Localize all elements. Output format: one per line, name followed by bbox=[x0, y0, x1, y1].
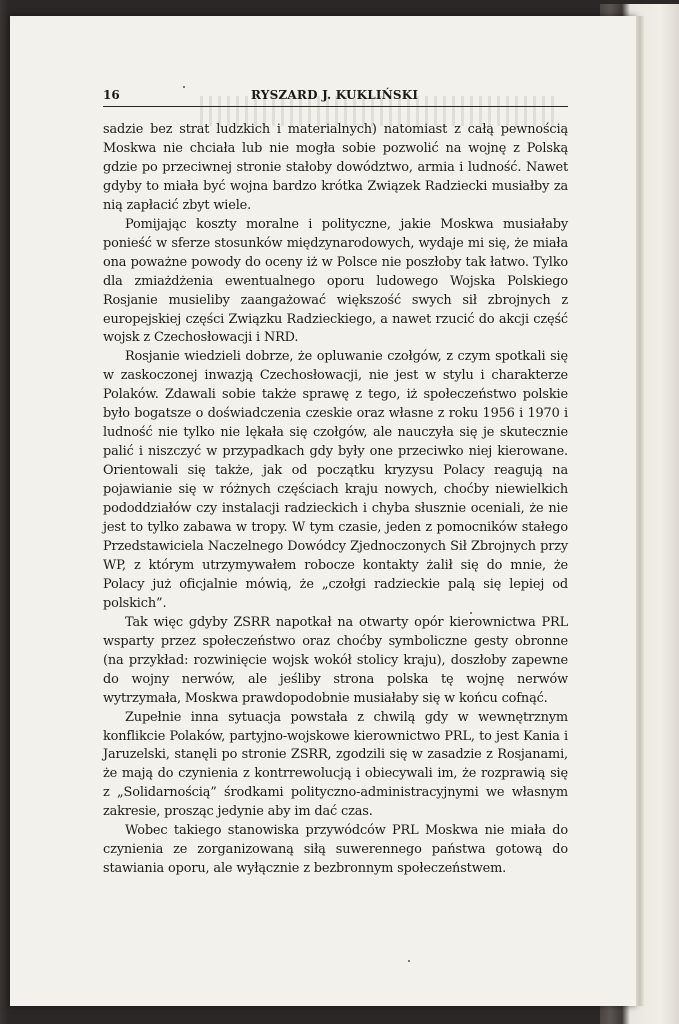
running-head: RYSZARD J. KUKLIŃSKI bbox=[251, 88, 419, 102]
page-number: 16 bbox=[103, 88, 120, 102]
paragraph: Pomijając koszty moralne i polityczne, jakie Moskwa musiałaby ponieść w sferze stosunków międzynarodowych, wydaje mi się, że miała ona poważne powody do oceny iż w Polsce nie poszłoby tak łatwo. Tylko dla zmiażdżenia ewentualnego oporu ludowego Wojska Polskiego Rosjanie musieliby zaangażować większość swych sił zbrojnych z europejskiej części Związku Radzieckiego, a nawet rzucić do akcji część wojsk z Czechosłowacji i NRD. bbox=[103, 216, 568, 346]
paragraph: Zupełnie inna sytuacja powstała z chwilą gdy w wewnętrznym konflikcie Polaków, partyjno-wojskowe kierownictwo PRL, to jest Kania i Jaruzelski, stanęli po stronie ZSRR, zgodzili się w zasadzie z Rosjanami, że mają do czynienia z kontrrewolucją i obiecywali im, że rozprawią się z „Solidarnością” środkami polityczno-administracyjnymi we własnym zakresie, prosząc jedynie aby im dać czas. bbox=[103, 709, 568, 820]
body-text bbox=[103, 121, 568, 879]
paper-speck bbox=[408, 960, 410, 962]
page-header bbox=[103, 86, 568, 108]
paragraph: Tak więc gdyby ZSRR napotkał na otwarty opór kierownictwa PRL wsparty przez społeczeństwo oraz choćby symboliczne gesty obronne (na przykład: rozwinięcie wojsk wokół stolicy kraju), doszłoby zapewne do wojny nerwów, ale jeśliby strona polska tę wojnę nerwów wytrzymała, Moskwa prawdopodobnie musiałaby się w końcu cofnąć. bbox=[103, 614, 568, 706]
paper-speck bbox=[470, 612, 472, 614]
header-rule bbox=[103, 106, 568, 107]
page-edge bbox=[636, 16, 644, 1006]
paper-speck bbox=[183, 86, 185, 88]
paragraph: Rosjanie wiedzieli dobrze, że opluwanie czołgów, z czym spotkali się w zaskoczonej inwazją Czechosłowacji, nie jest w stylu i charakterze Polaków. Zdawali sobie także sprawę z tego, iż społeczeństwo polskie było bogatsze o doświadczenia czeskie oraz własne z roku 1956 i 1970 i ludność nie tylko nie lękała się czołgów, ale nauczyła się je skutecznie palić i niszczyć w przypadkach gdy były one przeciwko niej kierowane. Orientowali się także, jak od początku kryzysu Polacy reagują na pojawianie się w różnych częściach kraju nowych, choćby niewielkich pododdziałów czy instalacji radzieckich i chyba słusznie oceniali, że nie jest to tylko zabawa w tropy. W tym czasie, jeden z pomocników stałego Przedstawiciela Naczelnego Dowódcy Zjednoczonych Sił Zbrojnych przy WP, z którym utrzymywałem robocze kontakty żalił się do mnie, że Polacy już oficjalnie mówią, że „czołgi radzieckie palą się lepiej od polskich”. bbox=[103, 349, 568, 611]
paragraph: sadzie bez strat ludzkich i materialnych) natomiast z całą pewnością Moskwa nie chciała lub nie mogła sobie pozwolić na wojnę z Polską gdzie po przeciwnej stronie stałoby dowództwo, armia i ludność. Nawet gdyby to miała być wojna bardzo krótka Związek Radziecki musiałby za nią zapłacić zbyt wiele. bbox=[103, 122, 568, 213]
paragraph: Wobec takiego stanowiska przywódców PRL Moskwa nie miała do czynienia ze zorganizowaną siłą suwerennego państwa gotową do stawiania oporu, ale wyłącznie z bezbronnym społeczeństwem. bbox=[103, 823, 568, 877]
